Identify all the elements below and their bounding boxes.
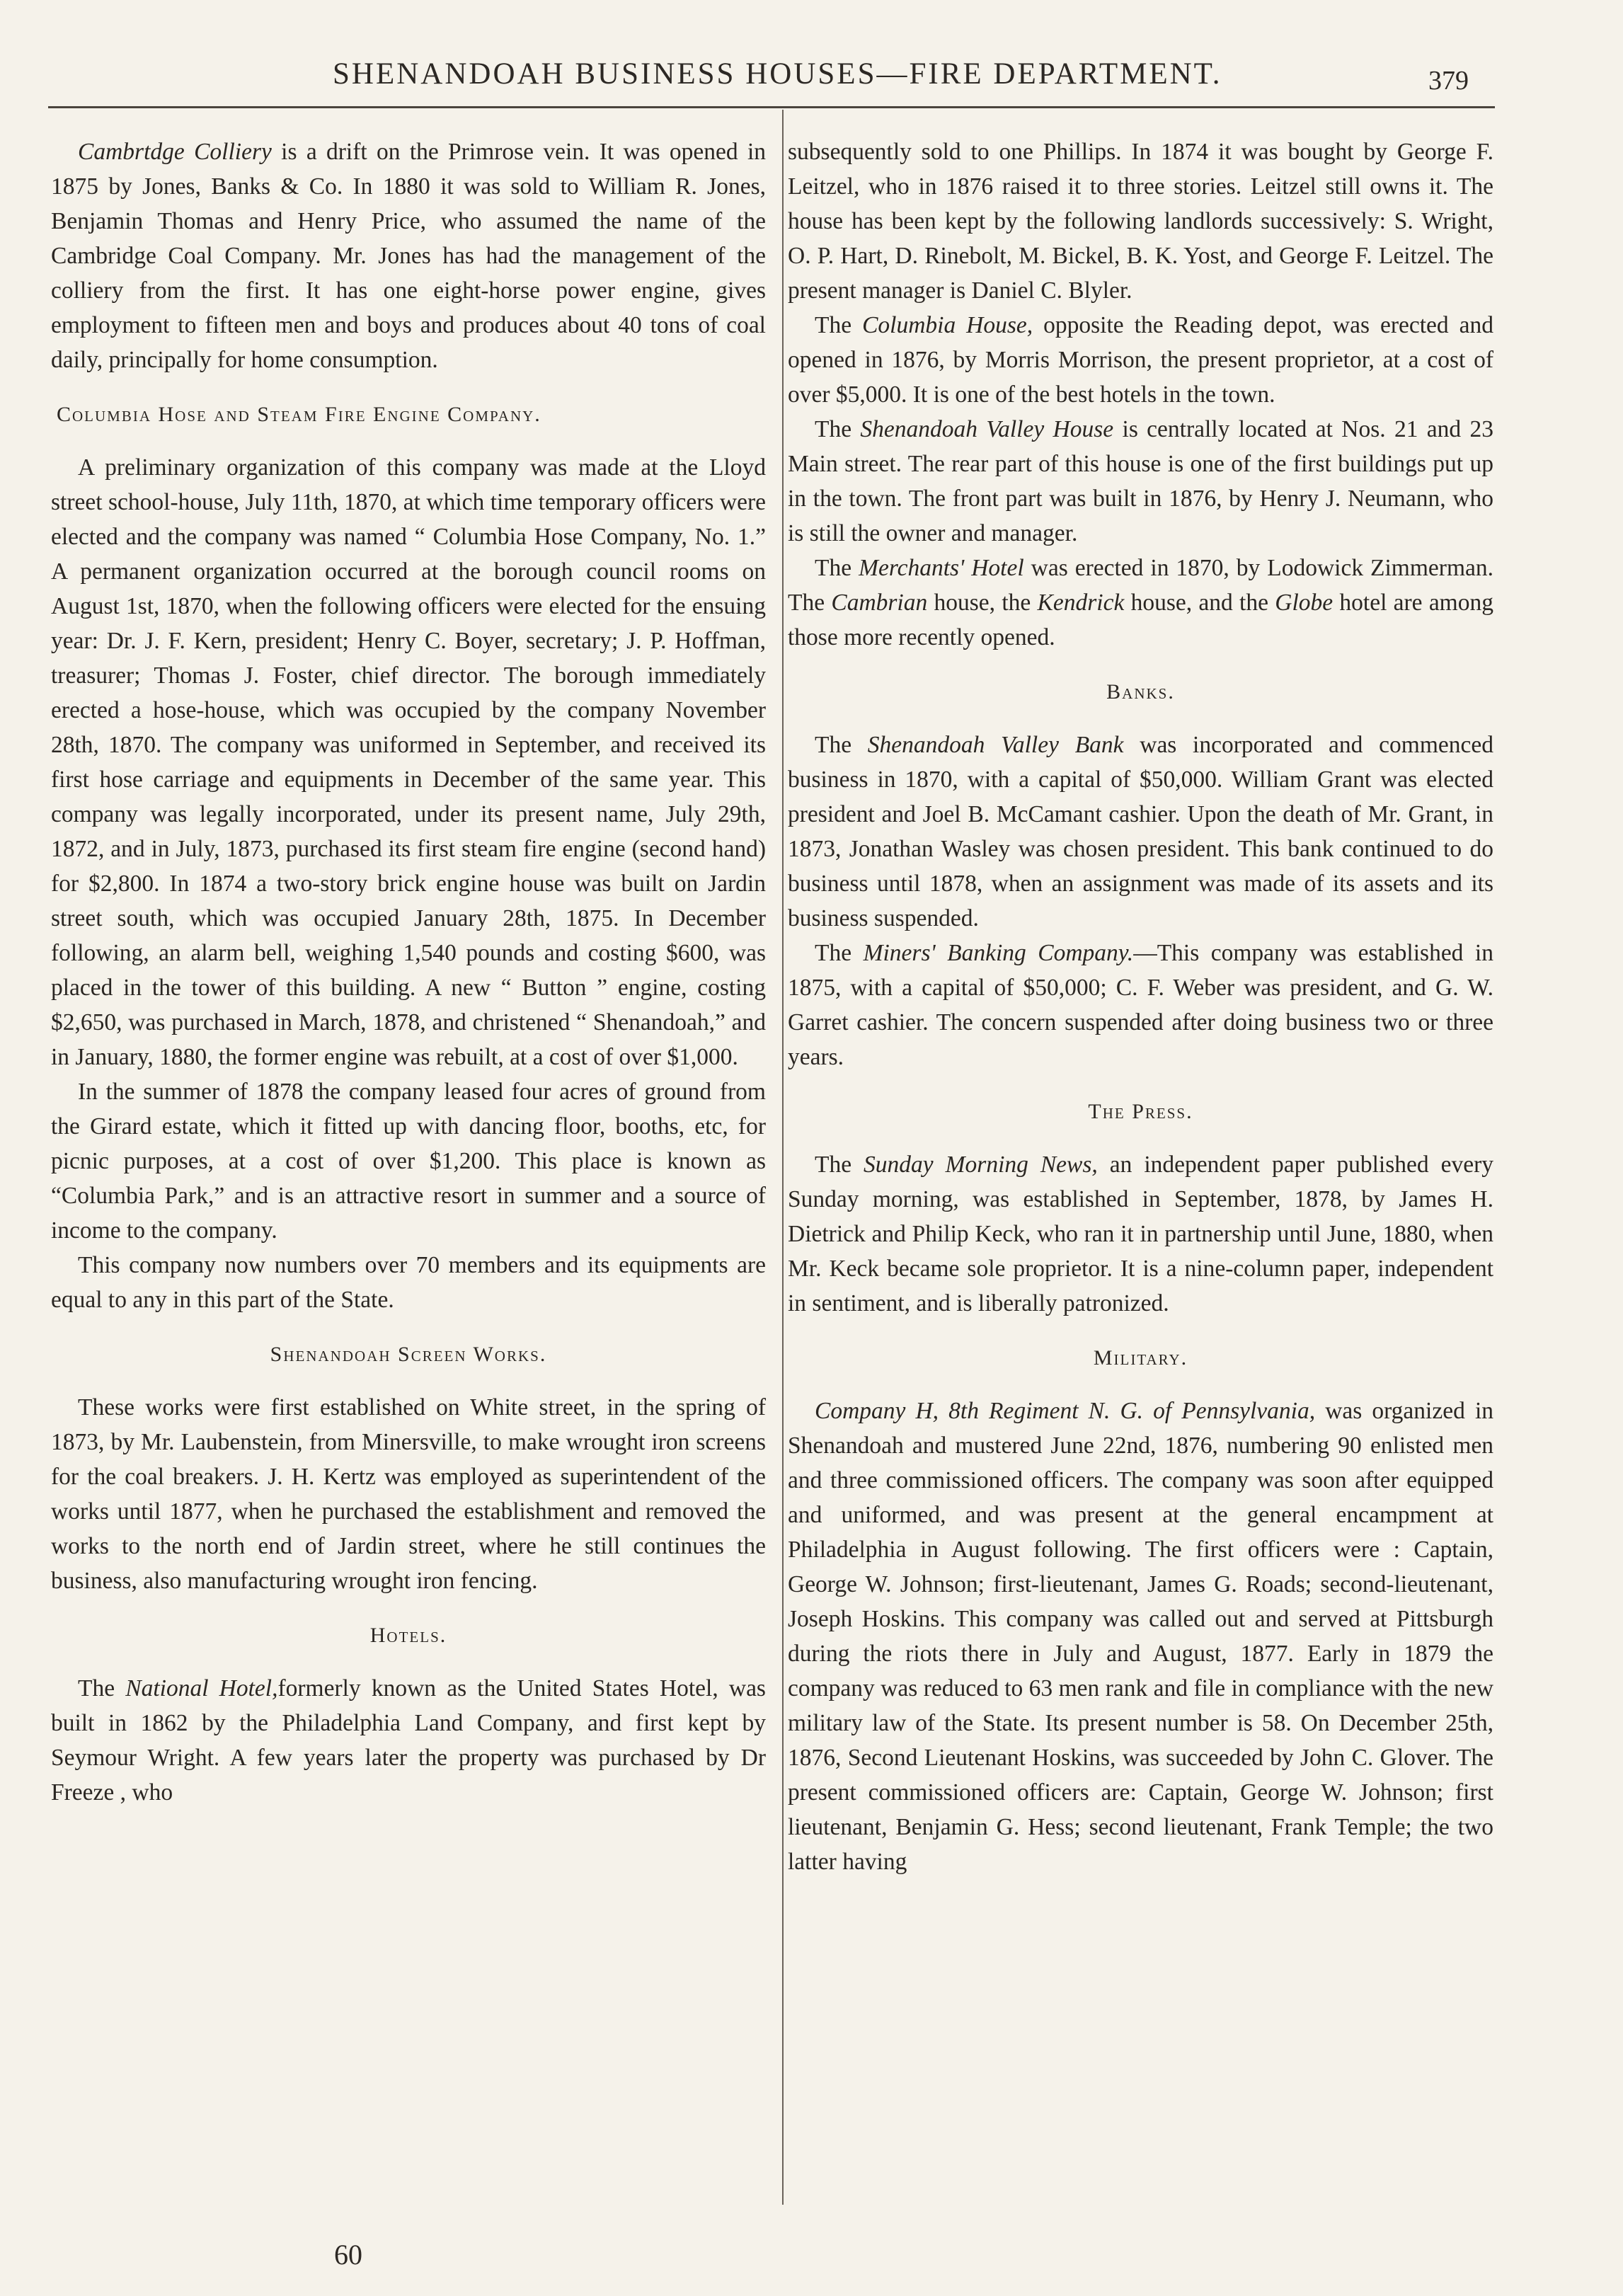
italic-name: Merchants' Hotel <box>859 555 1024 581</box>
paragraph-text: formerly known as the United States Hotel, was built in 1862 by the Philadelphia Land Company, and first kept by Seymour Wright. A few years later the property was purchased by Dr Freeze , who <box>51 1675 766 1806</box>
paragraph-text: —This company was established in 1875, with a capital of $50,000; C. F. Weber was president, and G. W. Garret cashier. The concern suspended after doing business two or three years. <box>788 940 1493 1070</box>
column-divider <box>782 110 784 2205</box>
paragraph-text: was incorporated and commenced business in 1870, with a capital of $50,000. William Grant was elected president and Joel B. McCamant cashier. Upon the death of Mr. Grant, in 1873, Jonathan Wasley was chosen president. This bank continued to do business until 1878, when an assignment was made of its assets and its business suspended. <box>788 732 1493 931</box>
paragraph-company-h <box>788 1394 1493 1879</box>
header-rule <box>48 106 1495 108</box>
italic-name: National Hotel, <box>125 1675 278 1701</box>
italic-name: Shenandoah Valley House <box>860 416 1114 442</box>
heading-banks: Banks. <box>1106 680 1175 704</box>
paragraph-text: was organized in Shenandoah and mustered June 22nd, 1876, numbering 90 enlisted men and three commissioned officers. The company was soon after equipped and uniformed, and was present at the general encampment at Philadelphia in August following. The first officers were : Captain, George W. Johnson; first-lieutenant, James G. Roads; second-lieutenant, Joseph Hoskins. This company was called out and served at Pittsburgh during the riots there in July and August, 1877. Early in 1879 the company was reduced to 63 men rank and file in compliance with the new military law of the State. Its present number is 58. On December 25th, 1876, Second Lieutenant Hoskins, was succeeded by John C. Glover. The present commissioned officers are: Captain, George W. Johnson; first lieutenant, Benjamin G. Hess; second lieutenant, Frank Temple; the two latter having <box>788 1398 1493 1875</box>
left-column <box>51 134 766 1810</box>
paragraph-screen-works: These works were first established on White street, in the spring of 1873, by Mr. Laubenstein, from Minersville, to make wrought iron screens for the coal breakers. J. H. Kertz was employed as superintendent of the works until 1877, when he purchased the establishment and removed the works to the north end of Jardin street, where he still continues the business, also manufacturing wrought iron fencing. <box>51 1394 766 1594</box>
italic-name: Miners' Banking Company. <box>863 940 1134 966</box>
heading-press: The Press. <box>1088 1100 1193 1123</box>
paragraph-text: opposite the Reading depot, was erected and opened in 1876, by Morris Morrison, the present proprietor, at a cost of over $5,000. It is one of the best hotels in the town. <box>788 312 1494 408</box>
paragraph-columbia-members: This company now numbers over 70 members and its equipments are equal to any in this part of the State. <box>51 1252 766 1313</box>
lead-text: The <box>815 1152 864 1178</box>
italic-name: Company H, 8th Regiment N. G. of Pennsylvania, <box>815 1398 1316 1424</box>
heading-columbia-hose: Columbia Hose and Steam Fire Engine Company. <box>57 403 541 426</box>
heading-military: Military. <box>1093 1346 1188 1370</box>
paragraph-columbia-park: In the summer of 1878 the company leased four acres of ground from the Girard estate, which it fitted up with dancing floor, booths, etc, for picnic purposes, at a cost of over $1,200. This place is known as “Columbia Park,” and is an attractive resort in summer and a source of income to the company. <box>51 1079 766 1244</box>
paragraph-miners-banking <box>788 936 1493 1074</box>
paragraph-merchants-hotel <box>788 551 1493 655</box>
paragraph-text: hotel are among those more recently opened. <box>788 590 1493 650</box>
paragraph-text: house, the <box>927 590 1038 616</box>
paragraph-national-hotel <box>51 1671 766 1810</box>
paragraph-national-hotel-cont: subsequently sold to one Phillips. In 1874 it was bought by George F. Leitzel, who in 1876 raised it to three stories. Leitzel still owns it. The house has been kept by the following landlords successively: S. Wright, O. P. Hart, D. Rinebolt, M. Bickel, B. K. Yost, and George F. Leitzel. The present manager is Daniel C. Blyler. <box>788 139 1493 304</box>
italic-name: Shenandoah Valley Bank <box>867 732 1124 758</box>
paragraph-cambridge-colliery <box>51 134 766 377</box>
paragraph-text: is a drift on the Primrose vein. It was opened in 1875 by Jones, Banks & Co. In 1880 it was sold to William R. Jones, Benjamin Thomas and Henry Price, who assumed the name of the Cambridge Coal Company. Mr. Jones has had the management of the colliery from the first. It has one eight-horse power engine, gives employment to fifteen men and boys and produces about 40 tons of coal daily, principally for home consumption. <box>51 139 766 373</box>
italic-name: Kendrick <box>1037 590 1125 616</box>
italic-name: Cambrtdge Colliery <box>78 139 272 165</box>
paragraph-valley-house <box>788 412 1493 551</box>
paragraph-text: was erected in 1870, by Lodowick Zimmerman. The <box>788 555 1494 616</box>
lead-text: The <box>815 312 863 338</box>
lead-text: The <box>815 416 861 442</box>
heading-screen-works: Shenandoah Screen Works. <box>270 1343 547 1366</box>
lead-text: The <box>815 940 864 966</box>
lead-text: The <box>815 555 859 581</box>
right-column <box>788 134 1493 1879</box>
paragraph-text: house, and the <box>1124 590 1275 616</box>
paragraph-columbia-house <box>788 308 1493 412</box>
paragraph-text: is centrally located at Nos. 21 and 23 Main street. The rear part of this house is one of the first buildings put up in the town. The front part was built in 1876, by Henry J. Neumann, who is still the owner and manager. <box>788 416 1493 546</box>
signature-mark: 60 <box>334 2239 362 2271</box>
running-head: SHENANDOAH BUSINESS HOUSES—FIRE DEPARTMENT. <box>333 57 1222 91</box>
page-header <box>0 57 1623 99</box>
italic-name: Cambrian <box>831 590 928 616</box>
paragraph-valley-bank <box>788 728 1493 936</box>
paragraph-sunday-news <box>788 1147 1493 1321</box>
paragraph-text: an independent paper published every Sunday morning, was established in September, 1878, by James H. Dietrick and Philip Keck, who ran it in partnership until June, 1880, when Mr. Keck became sole proprietor. It is a nine-column paper, independent in sentiment, and is liberally patronized. <box>788 1152 1493 1316</box>
lead-text: The <box>815 732 868 758</box>
italic-name: Columbia House, <box>862 312 1033 338</box>
italic-name: Sunday Morning News, <box>864 1152 1098 1178</box>
paragraph-columbia-organization: A preliminary organization of this company was made at the Lloyd street school-house, July 11th, 1870, at which time temporary officers were elected and the company was named “ Columbia Hose Company, No. 1.” A permanent organization occurred at the borough council rooms on August 1st, 1870, when the following officers were elected for the ensuing year: Dr. J. F. Kern, president; Henry C. Boyer, secretary; J. P. Hoffman, treasurer; Thomas J. Foster, chief director. The borough immediately erected a hose-house, which was occupied by the company November 28th, 1870. The company was uniformed in September, and received its first hose carriage and equipments in December of the same year. This company was legally incorporated, under its present name, July 29th, 1872, and in July, 1873, purchased its first steam fire engine (second hand) for $2,800. In 1874 a two-story brick engine house was built on Jardin street south, which was occupied January 28th, 1875. In December following, an alarm bell, weighing 1,540 pounds and costing $600, was placed in the tower of this building. A new “ Button ” engine, costing $2,650, was purchased in March, 1878, and christened “ Shenandoah,” and in January, 1880, the former engine was rebuilt, at a cost of over $1,000. <box>51 454 766 1070</box>
lead-text: The <box>78 1675 126 1701</box>
heading-hotels: Hotels. <box>369 1624 447 1647</box>
page-number: 379 <box>1428 66 1469 96</box>
italic-name: Globe <box>1275 590 1334 616</box>
